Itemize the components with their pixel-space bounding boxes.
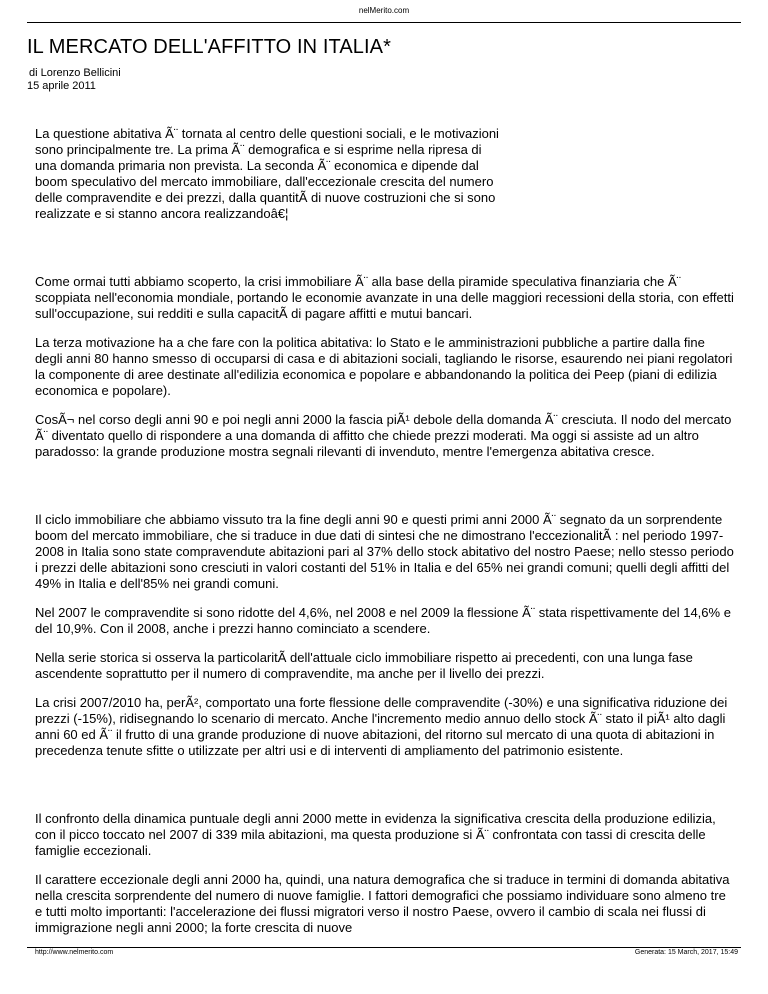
article-intro: La questione abitativa Ã¨ tornata al centro delle questioni sociali, e le motivazioni sono principalmente tre. La prima Ã¨ demografica e si esprime nella ripresa di una domanda primaria non prevista. La seconda Ã¨ economica e dipende dal boom speculativo del mercato immobiliare, dall'eccezionale crescita del numero delle compravendite e dei prezzi, dalla quantitÃ di nuove costruzioni che si sono realizzate e si stanno ancora realizzandoâ€¦ [35,126,499,221]
article-paragraph: Nella serie storica si osserva la particolaritÃ dell'attuale ciclo immobiliare rispetto ai precedenti, con una lunga fase ascendente soprattutto per il numero di compravendite, ma anche per il livello dei prezzi. [35,650,693,681]
footer-generated-date: Generata: 15 March, 2017, 15:49 [634,949,738,956]
article-paragraph: Il confronto della dinamica puntuale degli anni 2000 mette in evidenza la significativa crescita della produzione edilizia, con il picco toccato nel 2007 di 339 mila abitazioni, ma questa produzione si Ã¨ confrontata con tassi di crescita delle famiglie eccezionali. [35,811,716,858]
article-paragraph: Il ciclo immobiliare che abbiamo vissuto tra la fine degli anni 90 e questi primi anni 2000 Ã¨ segnato da un sorprendente boom del mercato immobiliare, che si traduce in due dati di sintesi che ne dimostrano l'eccezionalitÃ : nel periodo 1997-2008 in Italia sono state compravendute abitazioni pari al 37% dello stock abitativo del nostro Paese; nello stesso periodo i prezzi delle abitazioni sono cresciuti in valori costanti del 51% in Italia e del 65% nei grandi comuni; quelli degli affitti del 49% in Italia e dell'85% nei grandi comuni. [35,512,734,591]
article-paragraph: Come ormai tutti abbiamo scoperto, la crisi immobiliare Ã¨ alla base della piramide speculativa finanziaria che Ã¨ scoppiata nell'economia mondiale, portando le economie avanzate in una delle maggiori recessioni della storia, con effetti sull'occupazione, sui redditi e sulla capacitÃ di pagare affitti e mutui bancari. [35,274,734,321]
author: di Lorenzo Bellicini [29,67,121,79]
site-header: nelMerito.com [358,6,410,15]
article-paragraph: La crisi 2007/2010 ha, perÃ², comportato una forte flessione delle compravendite (-30%) e una significativa riduzione dei prezzi (-15%), ridisegnando lo scenario di mercato. Anche l'incremento medio annuo dello stock Ã¨ stato il piÃ¹ alto dagli anni 60 ed Ã¨ il frutto di una grande produzione di nuove abitazioni, del ritorno sul mercato di una quota di abitazioni in precedenza tenute sfitte o utilizzate per altri usi e di interventi di ampliamento del patrimonio esistente. [35,695,728,758]
footer-url: http://www.nelmerito.com [35,949,114,956]
article-paragraph: La terza motivazione ha a che fare con la politica abitativa: lo Stato e le amministrazioni pubbliche a partire dalla fine degli anni 80 hanno smesso di occuparsi di casa e di abitazioni sociali, tagliando le risorse, esaurendo nei piani regolatori la componente di aree destinate all'edilizia economica e popolare e abbandonando la politica dei Peep (piani di edilizia economica e popolare). [35,335,733,398]
article-paragraph: CosÃ¬ nel corso degli anni 90 e poi negli anni 2000 la fascia piÃ¹ debole della domanda Ã¨ cresciuta. Il nodo del mercato Ã¨ diventato quello di rispondere a una domanda di affitto che chiede prezzi moderati. Ma oggi si assiste ad un altro paradosso: la grande produzione mostra segnali rilevanti di invenduto, mentre l'emergenza abitativa cresce. [35,412,732,459]
article-body [35,126,735,936]
header-divider [27,22,741,23]
footer-divider [27,947,741,948]
article-paragraph: Il carattere eccezionale degli anni 2000 ha, quindi, una natura demografica che si traduce in termini di domanda abitativa nella crescita sorprendente del numero di nuove famiglie. I fattori demografici che possiamo individuare sono almeno tre e tutti molto importanti: l'accelerazione dei flussi migratori verso il nostro Paese, ovvero il cambio di scala nei flussi di immigrazione negli anni 2000; la forte crescita di nuove [35,872,730,935]
article-paragraph: Nel 2007 le compravendite si sono ridotte del 4,6%, nel 2008 e nel 2009 la flessione Ã¨ stata rispettivamente del 14,6% e del 10,9%. Con il 2008, anche i prezzi hanno cominciato a scendere. [35,605,731,636]
article-title: IL MERCATO DELL'AFFITTO IN ITALIA* [27,36,391,58]
byline [27,67,121,93]
publication-date: 15 aprile 2011 [27,80,96,92]
